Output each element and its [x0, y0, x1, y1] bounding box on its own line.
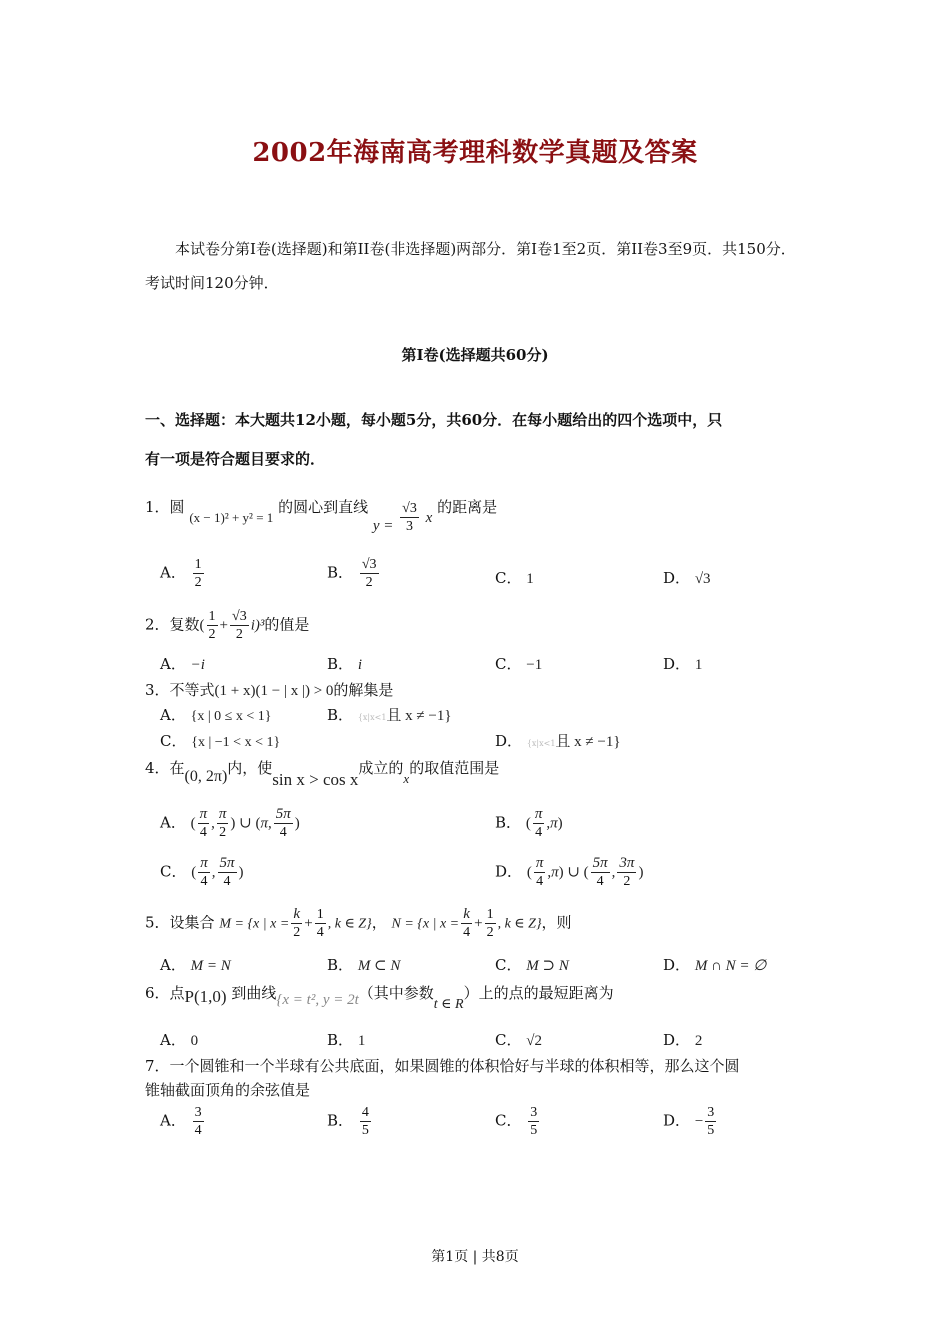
- option-value: 且 x ≠ −1}: [386, 708, 452, 724]
- option-label: C．: [495, 569, 522, 587]
- option-label: D．: [663, 569, 691, 587]
- frac-num: 1: [486, 907, 494, 922]
- q2-option-b[interactable]: [327, 653, 362, 674]
- q1-line-rhs: x: [425, 510, 433, 526]
- page-title: 2002年海南高考理科数学真题及答案: [252, 138, 698, 168]
- question-7-line2: 锥轴截面顶角的余弦值是: [145, 1081, 311, 1099]
- option-label: A．: [160, 813, 186, 832]
- q2-open-paren: (: [199, 617, 205, 634]
- option-value: M ⊂ N: [357, 958, 401, 974]
- option-label: B．: [327, 956, 354, 974]
- question-7-line1: 7．一个圆锥和一个半球有公共底面，如果圆锥的体积恰好与半球的体积相等，那么这个圆: [145, 1057, 740, 1075]
- q1-a-fraction: [193, 556, 204, 591]
- option-label: A．: [160, 655, 186, 673]
- q6-param-text: （其中参数: [358, 984, 434, 1002]
- option-label: D．: [495, 732, 523, 750]
- option-label: D．: [663, 956, 691, 974]
- frac-pi-over-4: [198, 806, 210, 841]
- frac-den: 4: [316, 925, 324, 940]
- option-value: 且 x ≠ −1}: [555, 734, 621, 750]
- option-label: B．: [327, 563, 354, 582]
- intro-paragraph: 本试卷分第Ⅰ卷(选择题)和第II卷(非选择题)两部分．第Ⅰ卷1至2页．第II卷3至9页．共150分．考试时间120分钟．: [145, 240, 796, 292]
- option-value: {x | −1 < x < 1}: [191, 735, 281, 750]
- option-value: i: [357, 657, 362, 673]
- frac-num: 3: [707, 1105, 715, 1120]
- frac-num: 4: [361, 1105, 369, 1120]
- q1-line-fraction: [400, 500, 419, 535]
- q4-variable: x: [403, 771, 410, 786]
- q4-option-c[interactable]: C． ( $\frac{\pi}{4}$ , $\frac{5\pi}{4}$ ): [160, 855, 244, 889]
- option-value: M ⊃ N: [526, 958, 569, 974]
- frac-den: 4: [536, 874, 544, 889]
- q7-d-fraction: [705, 1104, 716, 1139]
- pi-symbol: π: [551, 864, 559, 881]
- frac-num: π: [200, 855, 208, 871]
- q2-fraction-2: [230, 608, 249, 643]
- pi-symbol: π: [550, 815, 558, 832]
- option-label: B．: [327, 706, 354, 724]
- q5-number: 5．设集合: [145, 913, 215, 932]
- option-value: 2: [694, 1033, 703, 1049]
- q6-number: 6．点: [145, 984, 185, 1002]
- q2-option-d[interactable]: [663, 653, 702, 674]
- option-label: A．: [160, 706, 186, 724]
- q4-inequality: sin x > cos x: [272, 770, 359, 789]
- frac-num: k: [291, 906, 302, 924]
- frac-den: 5: [530, 1123, 538, 1138]
- option-label: D．: [663, 1111, 691, 1130]
- q1-mid-text: 的圆心到直线: [278, 498, 369, 516]
- frac-den: 5: [361, 1123, 369, 1138]
- frac-pi-over-4: [533, 806, 545, 841]
- q5-set-n-def: N = {x | x =: [391, 916, 460, 932]
- option-value: 1: [694, 657, 703, 673]
- frac-num: 3: [194, 1105, 202, 1120]
- q6-mid-text: 到曲线: [231, 984, 277, 1002]
- q2-plus: +: [219, 617, 229, 634]
- frac-5pi-over-4: [274, 806, 293, 841]
- option-label: A．: [160, 563, 186, 582]
- q4-interval: (0, 2π): [184, 768, 228, 785]
- q3-tail: 的解集是: [333, 681, 394, 699]
- q5-comma: ，: [371, 913, 387, 932]
- pi-symbol: π: [260, 815, 268, 832]
- frac-1-over-2: [485, 906, 496, 941]
- q4-option-d[interactable]: D． ( $\frac{\pi}{4}$ ,π) ∪ ( $\frac{5\pi}{4}$ , $\frac{3\pi}{2}$ ): [495, 855, 644, 889]
- q5-option-a[interactable]: [160, 954, 231, 975]
- q1-option-b[interactable]: [327, 556, 381, 591]
- q1-circle-equation: (x − 1)² + y² = 1: [189, 510, 274, 525]
- q1-option-c[interactable]: [495, 567, 534, 588]
- q6-tail: ）上的点的最短距离为: [463, 984, 614, 1002]
- frac-num: π: [218, 806, 227, 822]
- q7-option-c[interactable]: [495, 1104, 541, 1139]
- q2-option-c[interactable]: [495, 653, 542, 674]
- q5-option-c[interactable]: [495, 954, 569, 975]
- q6-point: P(1,0): [184, 987, 227, 1006]
- faint-set-prefix: {x|x<1: [357, 713, 387, 722]
- q1-b-fraction: [360, 556, 379, 591]
- q4-number: 4．在: [145, 759, 185, 777]
- option-label: A．: [160, 956, 186, 974]
- q7-b-fraction: [360, 1104, 371, 1139]
- question-3-stem: [145, 679, 393, 700]
- q7-option-b[interactable]: [327, 1104, 373, 1139]
- option-label: C．: [495, 655, 522, 673]
- q3-option-b[interactable]: [327, 704, 452, 725]
- frac-pi-over-4: [534, 855, 546, 890]
- q6-option-d[interactable]: [663, 1029, 702, 1050]
- q5-option-d[interactable]: [663, 954, 766, 975]
- option-value: 1: [526, 571, 534, 587]
- frac-den: 4: [199, 825, 207, 840]
- q7-option-a[interactable]: [160, 1104, 206, 1139]
- option-label: C．: [495, 1111, 522, 1130]
- q1-number: 1．圆: [145, 498, 185, 516]
- option-label: D．: [663, 655, 691, 673]
- q2-i-power: i)³: [250, 617, 265, 634]
- frac-pi-over-2: [217, 806, 229, 841]
- frac-den: 2: [365, 575, 373, 590]
- q4-tail-1: 成立的: [358, 759, 404, 777]
- question-4-stem: [145, 757, 499, 790]
- part-heading-line1: 一、选择题：本大题共12小题，每小题5分，共60分．在每小题给出的四个选项中，只: [145, 411, 723, 429]
- frac-den: 2: [219, 825, 227, 840]
- q3-option-a[interactable]: [160, 704, 271, 725]
- option-label: D．: [663, 1031, 691, 1049]
- frac-den: 2: [208, 627, 216, 642]
- frac-den: 5: [707, 1123, 715, 1138]
- option-value: M = N: [190, 958, 231, 974]
- page-footer: 第1页 | 共8页: [431, 1249, 519, 1265]
- frac-num: 1: [208, 609, 216, 624]
- q5-set-m-tail: , k ∈ Z}: [327, 916, 372, 932]
- q6-option-c[interactable]: [495, 1029, 542, 1050]
- frac-k-over-4: [461, 906, 472, 941]
- q1-line-lhs: y =: [372, 518, 394, 534]
- option-label: C．: [160, 732, 187, 750]
- q1-tail: 的距离是: [437, 498, 498, 516]
- q2-option-a[interactable]: [160, 653, 205, 674]
- frac-num: 5π: [219, 855, 235, 871]
- q3-number: 3．不等式: [145, 681, 215, 699]
- option-value: −i: [190, 657, 205, 673]
- frac-num: 1: [194, 557, 202, 572]
- option-label: D．: [495, 862, 523, 881]
- frac-1-over-4: [315, 906, 326, 941]
- q3-inequality: (1 + x)(1 − | x |) > 0: [214, 683, 334, 699]
- q5-option-b[interactable]: [327, 954, 400, 975]
- frac-pi-over-4: [198, 855, 210, 890]
- q4-tail-2: 的取值范围是: [409, 759, 500, 777]
- frac-den: 2: [235, 627, 243, 642]
- question-2-stem: [145, 608, 309, 643]
- q1-option-d[interactable]: [663, 567, 711, 588]
- option-label: A．: [160, 1031, 186, 1049]
- frac-den: 2: [623, 874, 631, 889]
- frac-den: 4: [194, 1123, 202, 1138]
- frac-num: 5π: [275, 806, 291, 822]
- frac-num: π: [535, 855, 544, 871]
- question-5-stem: 5．设集合 M = {x | x = $\frac{k}{2}$ + $\frac{1}{4}$ , k ∈ Z}， N = {x | x = $\frac{k}{4}$ + $\frac{1}{2}$ , k ∈ Z}，则: [145, 906, 572, 940]
- frac-den: 4: [200, 874, 208, 889]
- frac-num: π: [199, 806, 208, 822]
- q6-curve: {x = t², y = 2t: [276, 992, 359, 1008]
- q5-set-n-tail: , k ∈ Z}: [497, 916, 542, 932]
- q5-set-m-def: M = {x | x =: [219, 916, 290, 932]
- frac-den: 4: [463, 925, 471, 940]
- frac-num: 3π: [619, 855, 635, 871]
- q6-option-a[interactable]: [160, 1029, 198, 1050]
- option-label: C．: [160, 862, 187, 881]
- frac-num: 3: [530, 1105, 538, 1120]
- frac-den: 4: [535, 825, 543, 840]
- q2-number: 2．复数: [145, 615, 200, 634]
- frac-num: 1: [316, 907, 324, 922]
- question-6-stem: [145, 982, 614, 1013]
- frac-5pi-over-4: [218, 855, 237, 890]
- q7-option-d[interactable]: [663, 1104, 718, 1139]
- q6-param-value: t ∈ R: [433, 997, 464, 1012]
- q2-fraction-1: [207, 608, 218, 643]
- option-value: −1: [526, 657, 543, 673]
- option-label: B．: [327, 1031, 354, 1049]
- option-value: 0: [190, 1033, 199, 1049]
- option-value: √2: [526, 1033, 542, 1049]
- faint-set-prefix: {x|x<1: [526, 739, 556, 748]
- frac-den: 2: [293, 925, 301, 940]
- frac-den: 4: [279, 825, 287, 840]
- q4-option-a[interactable]: A． ( $\frac{\pi}{4}$ , $\frac{\pi}{2}$ ) ∪ (π, $\frac{5\pi}{4}$ ): [160, 806, 300, 840]
- option-label: C．: [495, 956, 522, 974]
- option-value: √3: [694, 571, 711, 587]
- q3-option-d[interactable]: [495, 730, 621, 751]
- option-value: M ∩ N = ∅: [694, 958, 767, 974]
- q6-option-b[interactable]: [327, 1029, 365, 1050]
- option-label: B．: [327, 1111, 354, 1130]
- minus-sign: −: [694, 1113, 704, 1130]
- frac-den: 2: [194, 575, 202, 590]
- q4-option-b[interactable]: B． ( $\frac{\pi}{4}$ ,π): [495, 806, 563, 840]
- frac-5pi-over-4: [591, 855, 610, 890]
- option-label: B．: [495, 813, 522, 832]
- q4-mid-text: 内，使: [227, 759, 273, 777]
- option-value: {x | 0 ≤ x < 1}: [190, 709, 272, 724]
- option-value: 1: [357, 1033, 366, 1049]
- frac-num: 5π: [592, 855, 608, 871]
- frac-3pi-over-2: [617, 855, 636, 890]
- frac-den: 2: [486, 925, 494, 940]
- frac-den: 4: [223, 874, 231, 889]
- question-1-stem: [145, 496, 497, 535]
- q2-tail: 的值是: [264, 615, 310, 634]
- q3-option-c[interactable]: [160, 730, 280, 751]
- option-label: B．: [327, 655, 354, 673]
- option-label: A．: [160, 1111, 186, 1130]
- frac-num: √3: [232, 609, 247, 624]
- frac-den: 4: [596, 874, 604, 889]
- section-title: 第Ⅰ卷(选择题共60分): [401, 346, 549, 364]
- frac-k-over-2: [291, 906, 302, 941]
- frac-num: k: [461, 906, 472, 924]
- q1-option-a[interactable]: [160, 556, 206, 591]
- option-label: C．: [495, 1031, 522, 1049]
- q7-c-fraction: [528, 1104, 539, 1139]
- part-heading-line2: 有一项是符合题目要求的．: [145, 450, 326, 468]
- frac-num: √3: [361, 557, 377, 572]
- q7-a-fraction: [193, 1104, 204, 1139]
- q1-frac-num: √3: [402, 501, 417, 516]
- frac-num: π: [534, 806, 543, 822]
- q5-tail: ，则: [541, 913, 572, 932]
- q1-frac-den: 3: [406, 519, 414, 534]
